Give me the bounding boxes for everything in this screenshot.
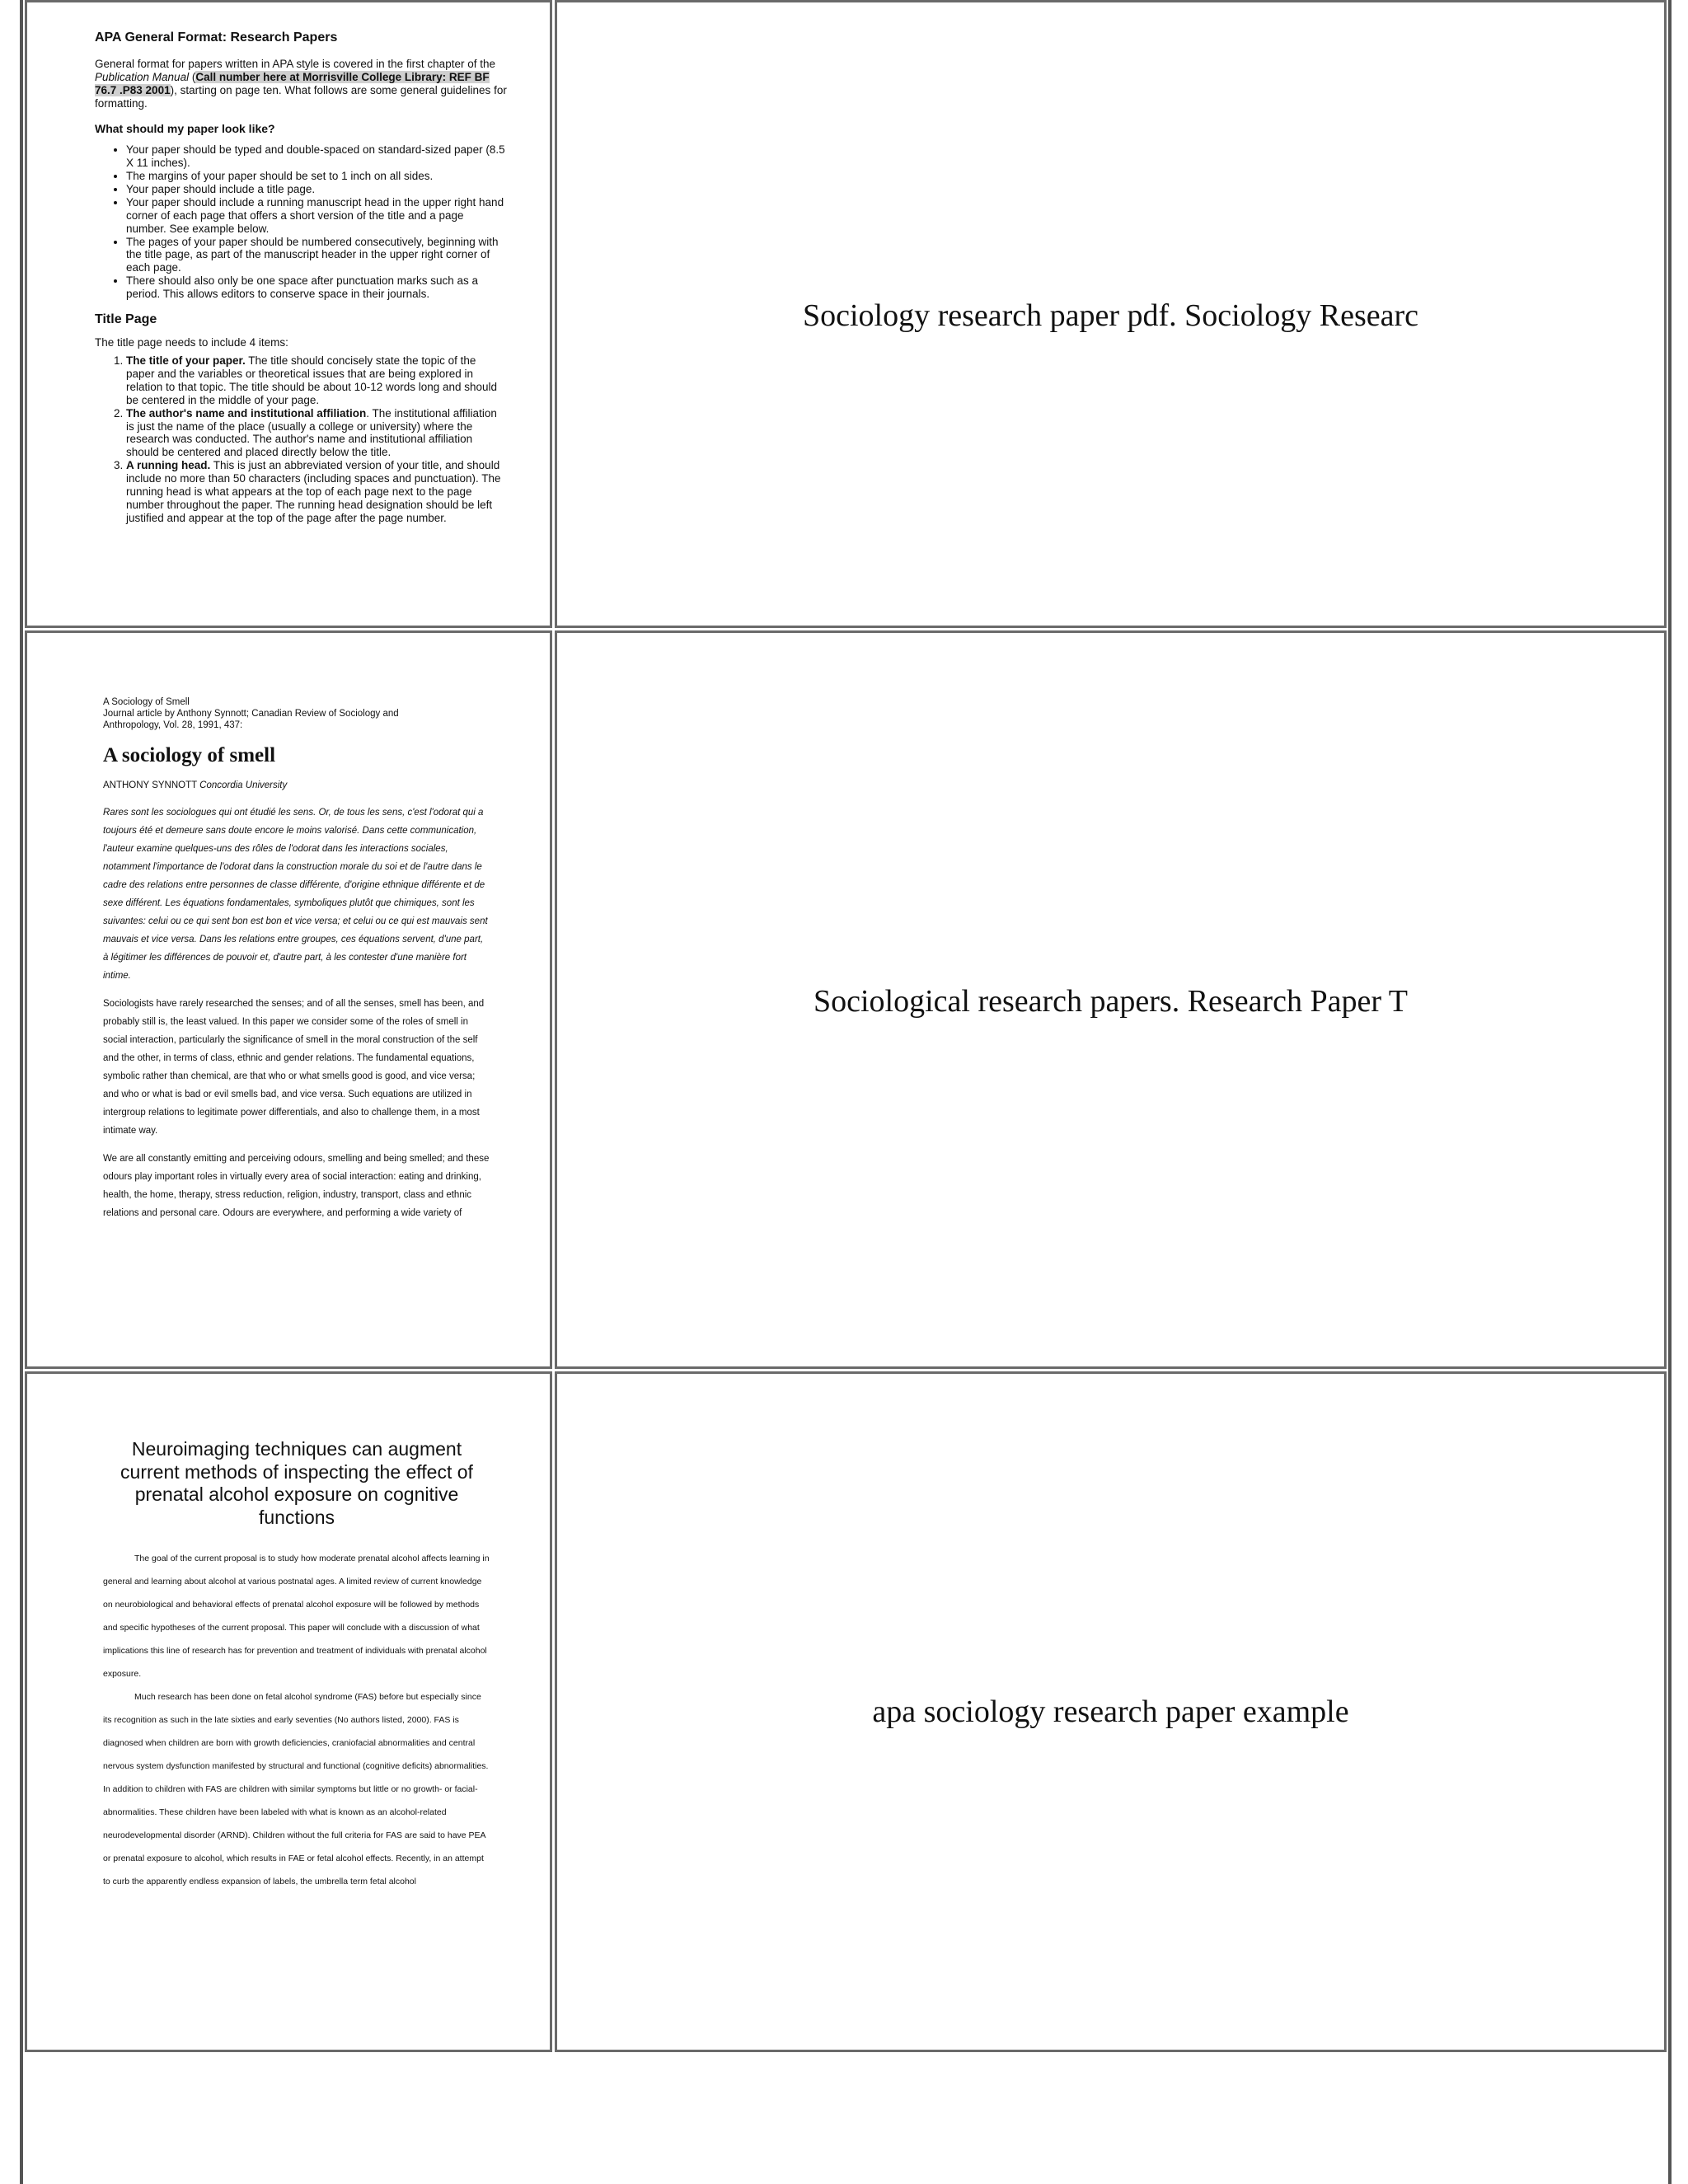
thumbnail-cell-1[interactable] xyxy=(25,0,552,628)
neuroimaging-page xyxy=(103,1438,490,1893)
author-name: ANTHONY SYNNOTT xyxy=(103,780,197,791)
thumbnail-cell-3[interactable] xyxy=(25,1371,552,2052)
sociology-of-smell-page xyxy=(103,697,490,1232)
doc-intro xyxy=(95,58,507,110)
body-paragraph: The goal of the current proposal is to study how moderate prenatal alcohol affects learning in general and learning about alcohol at various postnatal ages. A limited review of current knowledge on neurobiological and behavioral effects of prenatal alcohol exposure will be followed by methods and specific hypotheses of the current proposal. This paper will conclude with a discussion of what implications this line of research has for prevention and treatment of individuals with prenatal alcohol exposure. xyxy=(103,1554,490,1680)
title-page-items xyxy=(95,354,507,525)
intro-text: ( xyxy=(189,70,196,83)
list-item xyxy=(126,407,507,460)
caption-link[interactable]: Sociology research paper pdf. Sociology Researc xyxy=(802,298,1419,333)
body-paragraph: Much research has been done on fetal alcohol syndrome (FAS) before but especially since its recognition as such in the late sixties and early seventies (No authors listed, 2000). FAS is diagnosed when children are born with growth deficiencies, craniofacial abnormalities and central nervous system dysfunction manifested by structural and functional (cognitive deficits) abnormalities. In addition to children with FAS are children with similar symptoms but little or no growth- or facial-abnormalities. These children have been labeled with what is known as an alcohol-related neurodevelopmental disorder (ARND). Children without the full criteria for FAS are said to have PEA or prenatal exposure to alcohol, which results in FAE or fetal alcohol effects. Recently, in an attempt to curb the apparently endless expansion of labels, the umbrella term fetal alcohol xyxy=(103,1692,489,1887)
doc-heading: APA General Format: Research Papers xyxy=(95,30,338,45)
list-item xyxy=(126,354,507,407)
item-label: The title of your paper. xyxy=(126,354,246,367)
caption-cell-1 xyxy=(555,0,1667,628)
caption-cell-3 xyxy=(555,1371,1667,2052)
list-item: • The pages of your paper should be numbered consecutively, beginning with the title page, as part of the manuscript header in the upper right corner of each page. xyxy=(126,236,507,275)
source-line: A Sociology of Smell xyxy=(103,697,190,707)
list-item: • Your paper should include a running manuscript head in the upper right hand corner of each page that offers a short version of the title and a page number. See example below. xyxy=(126,196,507,236)
author-line xyxy=(103,780,490,790)
item-text: . The institutional affiliation is just the name of the place (usually a college or university) where the research was conducted. The author's name and institutional affiliation should be centered and placed directly below the title. xyxy=(126,406,497,459)
list-item: • Your paper should include a title page. xyxy=(126,183,507,196)
call-number-highlight: Call number here at Morrisville College Library: REF BF 76.7 .P83 2001 xyxy=(95,70,490,96)
list-item: • There should also only be one space after punctuation marks such as a period. This allows editors to conserve space in their journals. xyxy=(126,274,507,301)
intro-text: ), starting on page ten. What follows are some general guidelines for formatting. xyxy=(95,83,507,110)
intro-emphasis: Publication Manual xyxy=(95,70,190,83)
paper-title: Neuroimaging techniques can augment current methods of inspecting the effect of prenatal alcohol exposure on cognitive functions xyxy=(120,1438,473,1528)
article-title: A sociology of smell xyxy=(103,744,276,767)
source-line: Anthropology, Vol. 28, 1991, 437: xyxy=(103,719,243,730)
item-label: The author's name and institutional affiliation xyxy=(126,406,367,419)
title-page-intro: The title page needs to include 4 items: xyxy=(95,336,288,349)
body-paragraph: We are all constantly emitting and perceiving odours, smelling and being smelled; and these odours play important roles in virtually every area of social interaction: eating and drinking, health, the home, therapy, stress reduction, religion, industry, transport, class and ethnic relations and personal care. Odours are everywhere, and performing a wide variety of xyxy=(103,1154,490,1219)
caption-link[interactable]: Sociological research papers. Research Paper T xyxy=(814,984,1408,1019)
title-page-heading: Title Page xyxy=(95,312,157,327)
list-item: • Your paper should be typed and double-spaced on standard-sized paper (8.5 X 11 inches). xyxy=(126,143,507,170)
caption-link[interactable]: apa sociology research paper example xyxy=(872,1694,1349,1729)
caption-cell-2 xyxy=(555,630,1667,1369)
item-text: This is just an abbreviated version of your title, and should include no more than 50 characters (including spaces and punctuation). The running head is what appears at the top of each page next to the page number throughout the paper. The running head designation should be left justified and appear at the top of the page after the page number. xyxy=(126,459,501,524)
intro-text: General format for papers written in APA style is covered in the first chapter of the xyxy=(95,57,495,70)
item-label: A running head. xyxy=(126,459,211,472)
list-item xyxy=(126,459,507,525)
apa-format-page xyxy=(95,30,507,525)
doc-subheading: What should my paper look like? xyxy=(95,121,275,135)
guideline-list xyxy=(95,143,507,301)
thumbnail-cell-2[interactable] xyxy=(25,630,552,1369)
body-paragraph: Sociologists have rarely researched the senses; and of all the senses, smell has been, and probably still is, the least valued. In this paper we consider some of the roles of smell in social interaction, particularly the significance of smell in the moral construction of the self and the other, in terms of class, ethnic and gender relations. The fundamental equations, symbolic rather than chemical, are that who or what smells good is good, and vice versa; and who or what is bad or evil smells bad, and vice versa. Such equations are utilized in intergroup relations to legitimate power differentials, and also to challenge them, in a most intimate way. xyxy=(103,999,485,1137)
author-affiliation: Concordia University xyxy=(199,780,288,791)
item-text: The title should concisely state the topic of the paper and the variables or theoretical issues that are being explored in relation to that topic. The title should be about 10-12 words long and should be centered in the middle of your page. xyxy=(126,354,498,406)
list-item: • The margins of your paper should be set to 1 inch on all sides. xyxy=(126,170,507,183)
source-line: Journal article by Anthony Synnott; Canadian Review of Sociology and xyxy=(103,708,399,719)
french-abstract: Rares sont les sociologues qui ont étudié les sens. Or, de tous les sens, c'est l'odorat qui a toujours été et demeure sans doute encore le moins valorisé. Dans cette communication, l'auteur examine quelques-uns des rôles de l'odorat dans les interactions sociales, notamment l'importance de l'odorat dans la construction morale du soi et de l'autre dans le cadre des relations entre personnes de classe différente, d'origine ethnique différente et de sexe différent. Les équations fondamentales, symboliques plutôt que chimiques, sont les suivantes: celui ou ce qui sent bon est bon et vice versa; et celui ou ce qui est mauvais sent mauvais et vice versa. Dans les relations entre groupes, ces équations servent, d'une part, à légitimer les différences de pouvoir et, d'autre part, à les contester d'une manière fort intime. xyxy=(103,808,488,982)
